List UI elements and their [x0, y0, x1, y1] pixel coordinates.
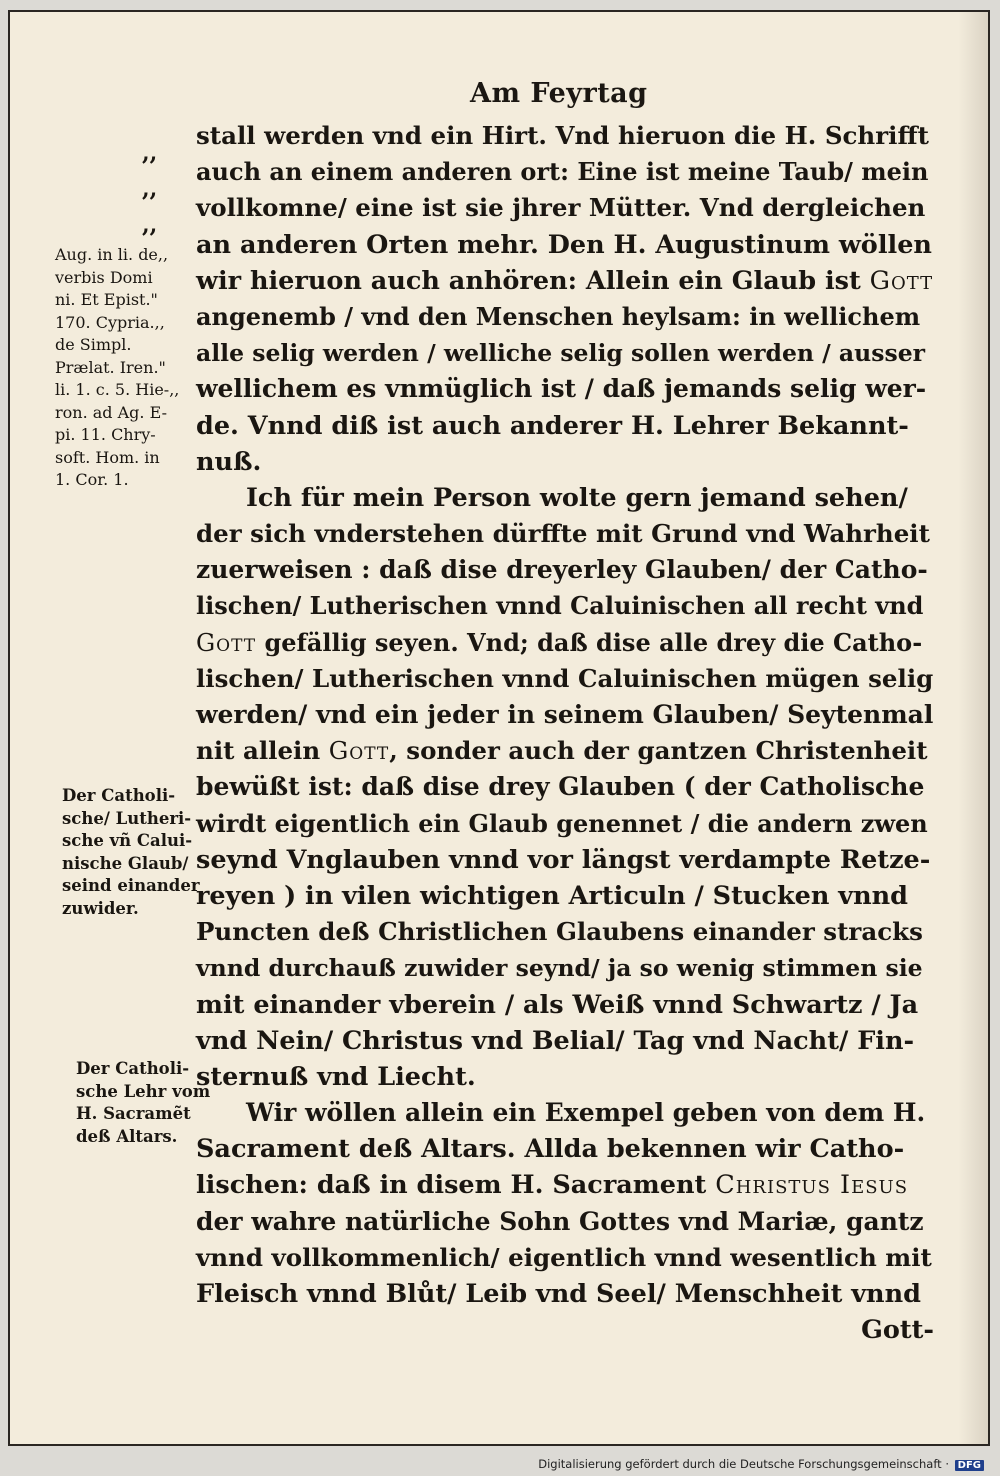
- gloss-line: li. 1. c. 5. Hie-,,: [55, 380, 180, 399]
- text-line: vollkomne/ eine ist sie jhrer Mütter. Vnd dergleichen: [196, 193, 926, 223]
- gloss-line: sche/ Lutheri-: [62, 808, 192, 828]
- gloss-line: soft. Hom. in: [55, 447, 160, 467]
- margin-gloss-references: [55, 244, 195, 492]
- gloss-line: ni. Et Epist.": [55, 290, 158, 309]
- text-line: [196, 733, 934, 769]
- text-line: vnd Nein/ Christus vnd Belial/ Tag vnd Nacht/ Fin-: [196, 1025, 915, 1056]
- gloss-line: deß Altars.: [76, 1126, 178, 1146]
- text-line: Ich für mein Person wolte gern jemand sehen/: [246, 482, 908, 513]
- text-line: an anderen Orten mehr. Den H. Augustinum wöllen: [196, 229, 932, 260]
- dfg-logo: DFG: [955, 1460, 984, 1471]
- text-line: werden/ vnd ein jeder in seinem Glauben/ Seytenmal: [196, 700, 934, 729]
- text-segment: lischen: daß in disem H. Sacrament: [196, 1170, 707, 1201]
- gloss-line: sche vñ Calui-: [62, 831, 193, 850]
- text-line: der wahre natürliche Sohn Gottes vnd Mariæ, gantz: [196, 1206, 924, 1236]
- text-line: reyen ) in vilen wichtigen Articuln / Stucken vnnd: [196, 880, 908, 911]
- text-line: nuß.: [196, 446, 262, 477]
- text-line: [196, 1167, 934, 1203]
- catchword: Gott-: [861, 1315, 934, 1346]
- text-line: sternuß vnd Liecht.: [196, 1061, 476, 1092]
- text-line: de. Vnnd diß ist auch anderer H. Lehrer Bekannt-: [196, 410, 909, 441]
- text-segment: wir hieruon auch anhören: Allein ein Glaub ist: [196, 265, 861, 296]
- gloss-line: ron. ad Ag. E-: [55, 402, 167, 422]
- gloss-line: verbis Domi: [55, 267, 153, 287]
- margin-gloss-sacrament: [76, 1058, 216, 1148]
- text-line: bewüßt ist: daß dise drey Glauben ( der Catholische: [196, 772, 925, 802]
- text-line: vnnd durchauß zuwider seynd/ ja so wenig stimmen sie: [196, 954, 923, 983]
- gloss-line: Aug. in li. de,,: [55, 245, 169, 264]
- gloss-line: Der Catholi-: [76, 1059, 190, 1078]
- text-line: seynd Vnglauben vnnd vor längst verdampte Retze-: [196, 844, 931, 875]
- gloss-line: zuwider.: [62, 898, 139, 918]
- text-line: lischen/ Lutherischen vnnd Caluinischen all recht vnd: [196, 591, 924, 621]
- small-caps-word: Gott: [328, 736, 390, 766]
- body-text: [196, 118, 934, 1348]
- footer-text: Digitalisierung gefördert durch die Deutsche Forschungsgemeinschaft ·: [538, 1457, 949, 1471]
- text-line: Wir wöllen allein ein Exempel geben von dem H.: [246, 1098, 926, 1128]
- text-line: alle selig werden / welliche selig sollen werden / ausser: [196, 339, 926, 368]
- text-line: mit einander vberein / als Weiß vnnd Schwartz / Ja: [196, 989, 919, 1020]
- text-line: stall werden vnd ein Hirt. Vnd hieruon die H. Schrifft: [196, 121, 929, 150]
- running-head: Am Feyrtag: [470, 78, 648, 109]
- text-line: Fleisch vnnd Blůt/ Leib vnd Seel/ Menschheit vnnd: [196, 1279, 921, 1309]
- text-line: zuerweisen : daß dise dreyerley Glauben/ der Catho-: [196, 555, 928, 585]
- gloss-line: pi. 11. Chry-: [55, 425, 156, 444]
- text-line: der sich vnderstehen dürffte mit Grund vnd Wahrheit: [196, 519, 930, 549]
- text-line: vnnd vollkommenlich/ eigentlich vnnd wesentlich mit: [196, 1242, 932, 1272]
- small-caps-word: Gott: [196, 628, 257, 657]
- text-line: [196, 625, 934, 661]
- digitization-footer: [538, 1457, 984, 1471]
- text-line: Sacrament deß Altars. Allda bekennen wir Catho-: [196, 1134, 905, 1165]
- text-segment: nit allein: [196, 736, 321, 766]
- text-line: wirdt eigentlich ein Glaub genennet / die andern zwen: [196, 808, 928, 838]
- text-segment: gefällig seyen. Vnd; daß dise alle drey die Catho-: [264, 627, 923, 657]
- gloss-line: H. Sacramẽt: [76, 1104, 191, 1123]
- gloss-line: sche Lehr vom: [76, 1081, 211, 1101]
- quote-mark: ,,: [142, 140, 158, 166]
- page-edge-shadow: [958, 12, 988, 1444]
- quote-mark: ,,: [142, 212, 158, 238]
- text-line: [196, 263, 934, 299]
- text-line: Puncten deß Christlichen Glaubens einander stracks: [196, 917, 923, 947]
- gloss-line: de Simpl.: [55, 335, 132, 354]
- text-line: lischen/ Lutherischen vnnd Caluinischen mügen selig: [196, 663, 934, 693]
- gloss-line: nische Glaub/: [62, 853, 189, 873]
- gloss-line: 1. Cor. 1.: [55, 470, 129, 489]
- text-line: wellichem es vnmüglich ist / daß jemands selig wer-: [196, 374, 927, 404]
- margin-gloss-contradiction: [62, 785, 202, 920]
- gloss-line: Der Catholi-: [62, 786, 176, 805]
- gloss-line: Prælat. Iren.": [55, 357, 166, 377]
- gloss-line: seind einander: [62, 876, 200, 895]
- gloss-line: 170. Cypria.,,: [55, 312, 165, 332]
- small-caps-word: Gott: [869, 265, 934, 296]
- quote-mark: ,,: [142, 176, 158, 202]
- text-line: auch an einem anderen ort: Eine ist meine Taub/ mein: [196, 157, 929, 187]
- small-caps-name: Christus Iesus: [715, 1170, 909, 1201]
- text-segment: , sonder auch der gantzen Christenheit: [389, 736, 928, 766]
- text-line: angenemb / vnd den Menschen heylsam: in wellichem: [196, 301, 921, 331]
